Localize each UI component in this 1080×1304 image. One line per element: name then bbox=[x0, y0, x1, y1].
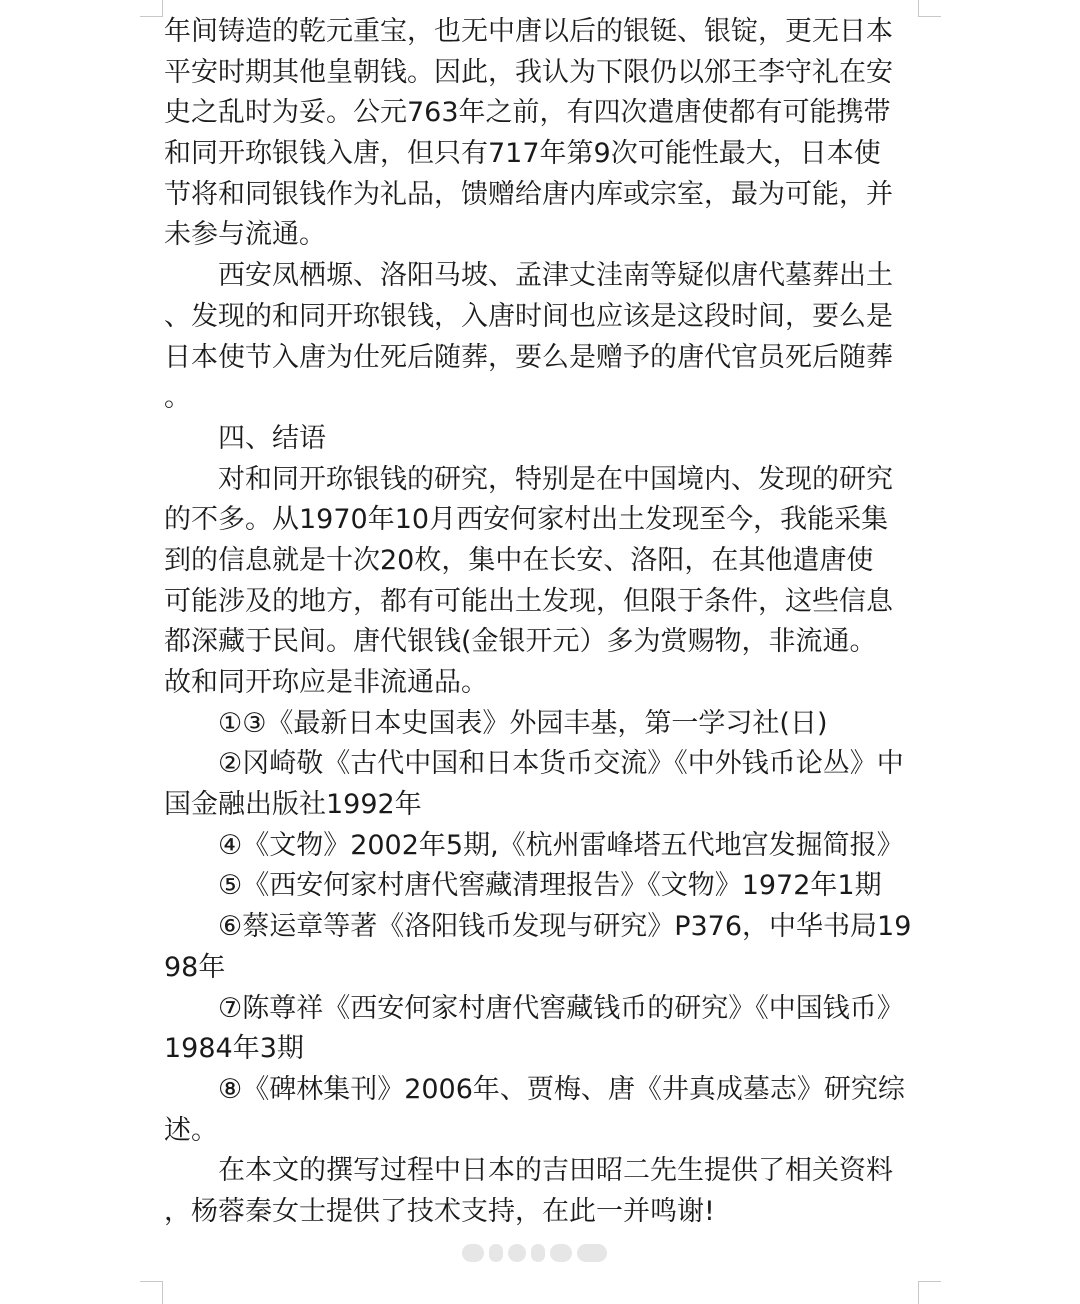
text-line: ，杨蓉秦女士提供了技术支持，在此一并鸣谢! bbox=[164, 1195, 715, 1227]
text-line: 西安凤栖塬、洛阳马坡、孟津丈洼南等疑似唐代墓葬出土 bbox=[218, 260, 893, 292]
crop-mark-bottom-left bbox=[140, 1281, 163, 1304]
text-line: 年间铸造的乾元重宝，也无中唐以后的银铤、银锭，更无日本 bbox=[164, 16, 893, 47]
text-line: ④《文物》2002年5期,《杭州雷峰塔五代地宫发掘简报》 bbox=[218, 829, 904, 861]
text-line: 都深藏于民间。唐代银钱(金银开元）多为赏赐物，非流通。 bbox=[164, 626, 877, 658]
watermark-blur bbox=[462, 1242, 618, 1264]
text-line: 1984年3期 bbox=[164, 1033, 304, 1065]
text-line: ⑧《碑林集刊》2006年、贾梅、唐《井真成墓志》研究综 bbox=[218, 1073, 905, 1105]
text-line: 、发现的和同开珎银钱，入唐时间也应该是这段时间，要么是 bbox=[164, 300, 893, 332]
text-line: ⑦陈尊祥《西安何家村唐代窖藏钱币的研究》《中国钱币》 bbox=[218, 992, 904, 1024]
text-line: 节将和同银钱作为礼品，馈赠给唐内库或宗室，最为可能，并 bbox=[164, 178, 893, 210]
document-body bbox=[164, 12, 918, 1233]
text-line: 的不多。从1970年10月西安何家村出土发现至今，我能采集 bbox=[164, 504, 889, 536]
text-line: 可能涉及的地方，都有可能出土发现，但限于条件，这些信息 bbox=[164, 585, 893, 617]
text-line: 。 bbox=[164, 382, 191, 414]
text-line: 在本文的撰写过程中日本的吉田昭二先生提供了相关资料 bbox=[218, 1155, 893, 1187]
text-line: 四、结语 bbox=[218, 422, 326, 454]
text-line: 故和同开珎应是非流通品。 bbox=[164, 667, 488, 698]
text-line: ⑤《西安何家村唐代窖藏清理报告》《文物》1972年1期 bbox=[218, 870, 882, 902]
text-line: 述。 bbox=[164, 1114, 218, 1146]
text-line: 平安时期其他皇朝钱。因此，我认为下限仍以邠王李守礼在安 bbox=[164, 56, 893, 88]
text-line: ①③《最新日本史国表》外园丰基，第一学习社(日) bbox=[218, 707, 828, 739]
text-line: ⑥蔡运章等著《洛阳钱币发现与研究》P376，中华书局19 bbox=[218, 911, 912, 943]
text-line: 国金融出版社1992年 bbox=[164, 789, 422, 821]
text-line: ②冈崎敬《古代中国和日本货币交流》《中外钱币论丛》中 bbox=[218, 748, 904, 780]
text-line: 和同开珎银钱入唐，但只有717年第9次可能性最大，日本使 bbox=[164, 138, 881, 170]
crop-mark-bottom-right bbox=[918, 1281, 941, 1304]
text-line: 98年 bbox=[164, 951, 226, 983]
crop-mark-top-left bbox=[140, 0, 163, 17]
crop-mark-top-right bbox=[918, 0, 941, 17]
text-line: 对和同开珎银钱的研究，特别是在中国境内、发现的研究 bbox=[218, 463, 893, 495]
text-line: 到的信息就是十次20枚，集中在长安、洛阳，在其他遣唐使 bbox=[164, 544, 874, 576]
text-line: 史之乱时为妥。公元763年之前，有四次遣唐使都有可能携带 bbox=[164, 97, 891, 129]
text-line: 日本使节入唐为仕死后随葬，要么是赠予的唐代官员死后随葬 bbox=[164, 341, 893, 373]
text-line: 未参与流通。 bbox=[164, 219, 326, 251]
